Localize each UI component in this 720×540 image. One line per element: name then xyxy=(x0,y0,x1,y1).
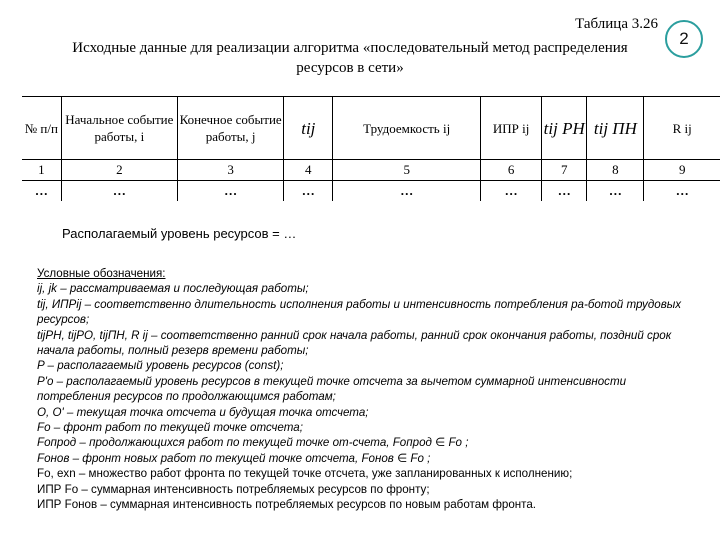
ellipsis-cell: … xyxy=(481,181,542,202)
ellipsis-cell: … xyxy=(542,181,587,202)
table-title-line1: Исходные данные для реализации алгоритма «последовательный метод распределения xyxy=(72,40,628,56)
legend-item: Fo – фронт работ по текущей точке отсчета; xyxy=(37,421,303,435)
legend-item: P'o – располагаемый уровень ресурсов в текущей точке отсчета за вычетом суммарной интенсивности потребления ресурсов по продолжающимся работам; xyxy=(37,374,627,404)
column-number-cell: 6 xyxy=(481,160,542,181)
header-cell-start-event: Начальное событие работы, i xyxy=(61,97,177,160)
header-cell-end-event: Конечное событие работы, j xyxy=(177,97,283,160)
column-number-cell: 8 xyxy=(587,160,644,181)
ellipsis-cell: … xyxy=(675,183,689,198)
legend-item: O, O' – текущая точка отсчета и будущая точка отсчета; xyxy=(37,405,369,419)
legend xyxy=(37,266,697,513)
legend-item: Foпрод – продолжающихся работ по текущей точке от-счета, Foпрод ∈ Fo ; xyxy=(37,436,469,450)
legend-item: tijРН, tijРО, tijПН, R ij – соответственно ранний срок начала работы, ранний срок окончания работы, поздний срок начала работы, полный резерв времени работы; xyxy=(37,328,672,358)
legend-item: ИПР Foнов – суммарная интенсивность потребляемых ресурсов по новым работам фронта. xyxy=(37,498,537,512)
column-number-cell: 4 xyxy=(284,160,333,181)
header-cell-number: № п/п xyxy=(22,97,61,160)
table-title xyxy=(30,38,670,78)
resources-level-line: Располагаемый уровень ресурсов = … xyxy=(62,226,297,241)
ellipsis-cell: … xyxy=(587,181,644,202)
header-cell-ipr: ИПР ij xyxy=(481,97,542,160)
legend-item: ИПР Fo – суммарная интенсивность потребляемых ресурсов по фронту; xyxy=(37,482,430,496)
header-cell-labor: Трудоемкость ij xyxy=(333,97,481,160)
ellipsis-cell: … xyxy=(333,181,481,202)
table-caption: Таблица 3.26 xyxy=(575,16,658,32)
legend-item: P – располагаемый уровень ресурсов (const); xyxy=(37,359,284,373)
legend-item: tij, ИПРij – соответственно длительность исполнения работы и интенсивность потребления ра-ботой трудовых ресурсов; xyxy=(37,297,682,327)
ellipsis-cell: … xyxy=(284,181,333,202)
column-number-cell: 9 xyxy=(644,160,720,181)
header-cell-duration: tij xyxy=(284,97,333,160)
header-cell-early-start: tij РН xyxy=(542,97,587,160)
column-number-cell: 2 xyxy=(61,160,177,181)
ellipsis-cell: … xyxy=(177,181,283,202)
header-cell-late-start: tij ПН xyxy=(587,97,644,160)
column-number-cell: 1 xyxy=(22,160,61,181)
data-table xyxy=(22,96,720,201)
legend-title: Условные обозначения: xyxy=(37,267,166,280)
table-title-line2: ресурсов в сети» xyxy=(296,60,404,76)
column-number-cell: 7 xyxy=(542,160,587,181)
column-number-cell: 3 xyxy=(177,160,283,181)
column-number-cell: 5 xyxy=(333,160,481,181)
legend-item: ij, jk – рассматриваемая и последующая работы; xyxy=(37,282,309,296)
ellipsis-cell: … xyxy=(22,181,61,202)
ellipsis-cell: … xyxy=(61,181,177,202)
header-cell-reserve: R ij xyxy=(644,97,720,160)
slide-number-badge: 2 xyxy=(665,20,703,58)
legend-item: Foнов – фронт новых работ по текущей точке отсчета, Foнов ∈ Fo ; xyxy=(37,451,431,465)
legend-item: Fo, exn – множество работ фронта по текущей точке отсчета, уже запланированных к исполнению; xyxy=(37,467,573,481)
